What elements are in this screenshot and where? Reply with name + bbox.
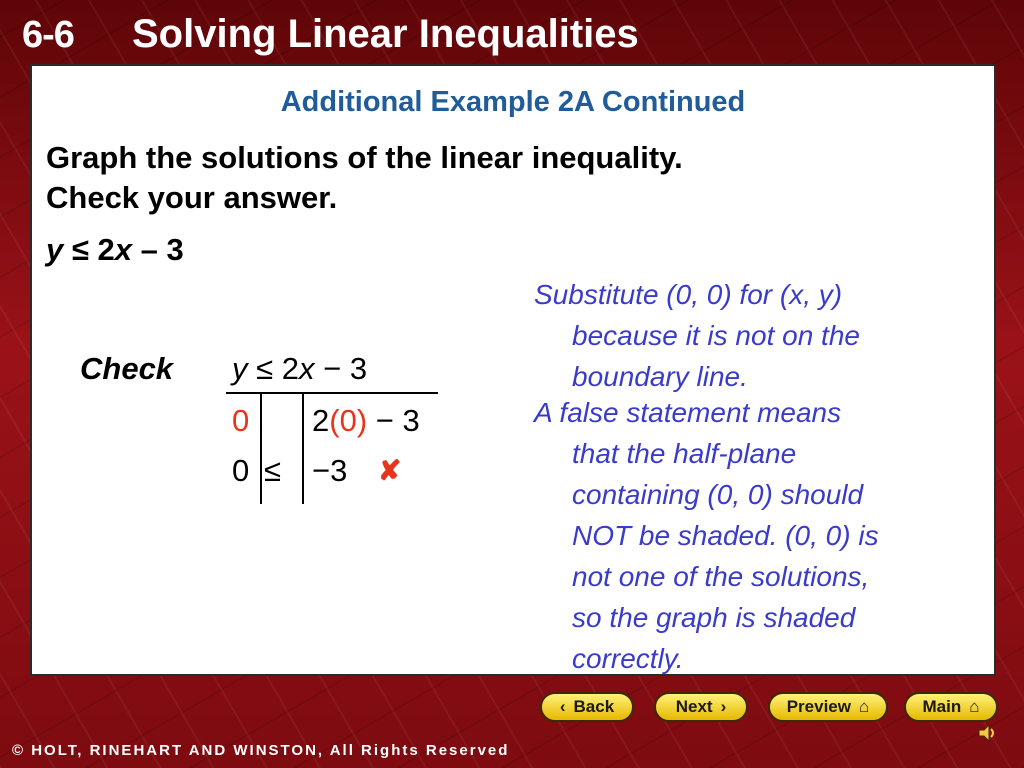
note-false-statement bbox=[534, 392, 974, 679]
inequality-op: ≤ 2 bbox=[63, 232, 115, 267]
row1-right-a: 2 bbox=[312, 403, 330, 438]
check-label: Check bbox=[80, 351, 174, 386]
lesson-number: 6-6 bbox=[22, 14, 74, 56]
check-expression bbox=[232, 351, 367, 387]
next-button[interactable] bbox=[654, 692, 748, 722]
row1-right-c: − 3 bbox=[367, 403, 420, 438]
false-mark-icon: ✘ bbox=[378, 455, 402, 486]
back-label: Back bbox=[573, 697, 615, 716]
main-button[interactable] bbox=[904, 692, 998, 722]
check-y: y bbox=[232, 351, 248, 386]
note2-line: so the graph is shaded bbox=[572, 602, 856, 633]
inequality bbox=[46, 232, 184, 268]
chevron-right-icon: › bbox=[720, 697, 727, 716]
check-end: − 3 bbox=[314, 351, 368, 386]
note2-line: that the half-plane bbox=[572, 438, 797, 469]
note-substitute bbox=[534, 274, 974, 397]
home-icon: ⌂ bbox=[969, 697, 980, 716]
check-x: x bbox=[298, 351, 315, 386]
note1-line: Substitute (0, 0) for (x, y) bbox=[534, 279, 843, 310]
example-subtitle: Additional Example 2A Continued bbox=[280, 86, 746, 118]
note2-line: A false statement means bbox=[534, 397, 842, 428]
note1-line: because it is not on the bbox=[572, 320, 860, 351]
lesson-title: Solving Linear Inequalities bbox=[132, 12, 639, 56]
preview-label: Preview bbox=[786, 697, 851, 716]
slide-header bbox=[0, 0, 1024, 64]
inequality-y: y bbox=[46, 232, 64, 267]
copyright-footer: © HOLT, RINEHART AND WINSTON, All Rights Reserved bbox=[12, 742, 510, 759]
problem-prompt bbox=[46, 138, 683, 218]
note2-line: NOT be shaded. (0, 0) is bbox=[572, 520, 879, 551]
check-vertical-rule-right bbox=[302, 394, 304, 504]
row1-right bbox=[312, 403, 420, 439]
content-panel bbox=[30, 64, 996, 676]
inequality-x: x bbox=[114, 232, 132, 267]
row2-left: 0 bbox=[232, 453, 250, 488]
row2-right: −3 bbox=[312, 453, 348, 488]
check-vertical-rule-left bbox=[260, 394, 262, 504]
preview-button[interactable] bbox=[768, 692, 888, 722]
note2-line: containing (0, 0) should bbox=[572, 479, 864, 510]
note2-line: correctly. bbox=[572, 643, 684, 674]
check-mid: ≤ 2 bbox=[247, 351, 299, 386]
prompt-line-1: Graph the solutions of the linear inequality. bbox=[46, 140, 683, 175]
home-icon: ⌂ bbox=[858, 697, 870, 716]
row2-op: ≤ bbox=[264, 453, 282, 488]
row1-left: 0 bbox=[232, 403, 250, 438]
note2-line: not one of the solutions, bbox=[572, 561, 870, 592]
back-button[interactable] bbox=[540, 692, 634, 722]
row1-right-b: (0) bbox=[329, 403, 368, 438]
speaker-icon[interactable] bbox=[976, 722, 998, 744]
main-label: Main bbox=[922, 697, 962, 716]
note1-line: boundary line. bbox=[572, 361, 748, 392]
prompt-line-2: Check your answer. bbox=[46, 180, 338, 215]
check-horizontal-rule bbox=[226, 392, 438, 394]
next-label: Next bbox=[675, 697, 713, 716]
chevron-left-icon: ‹ bbox=[559, 697, 566, 716]
inequality-rest: – 3 bbox=[131, 232, 184, 267]
